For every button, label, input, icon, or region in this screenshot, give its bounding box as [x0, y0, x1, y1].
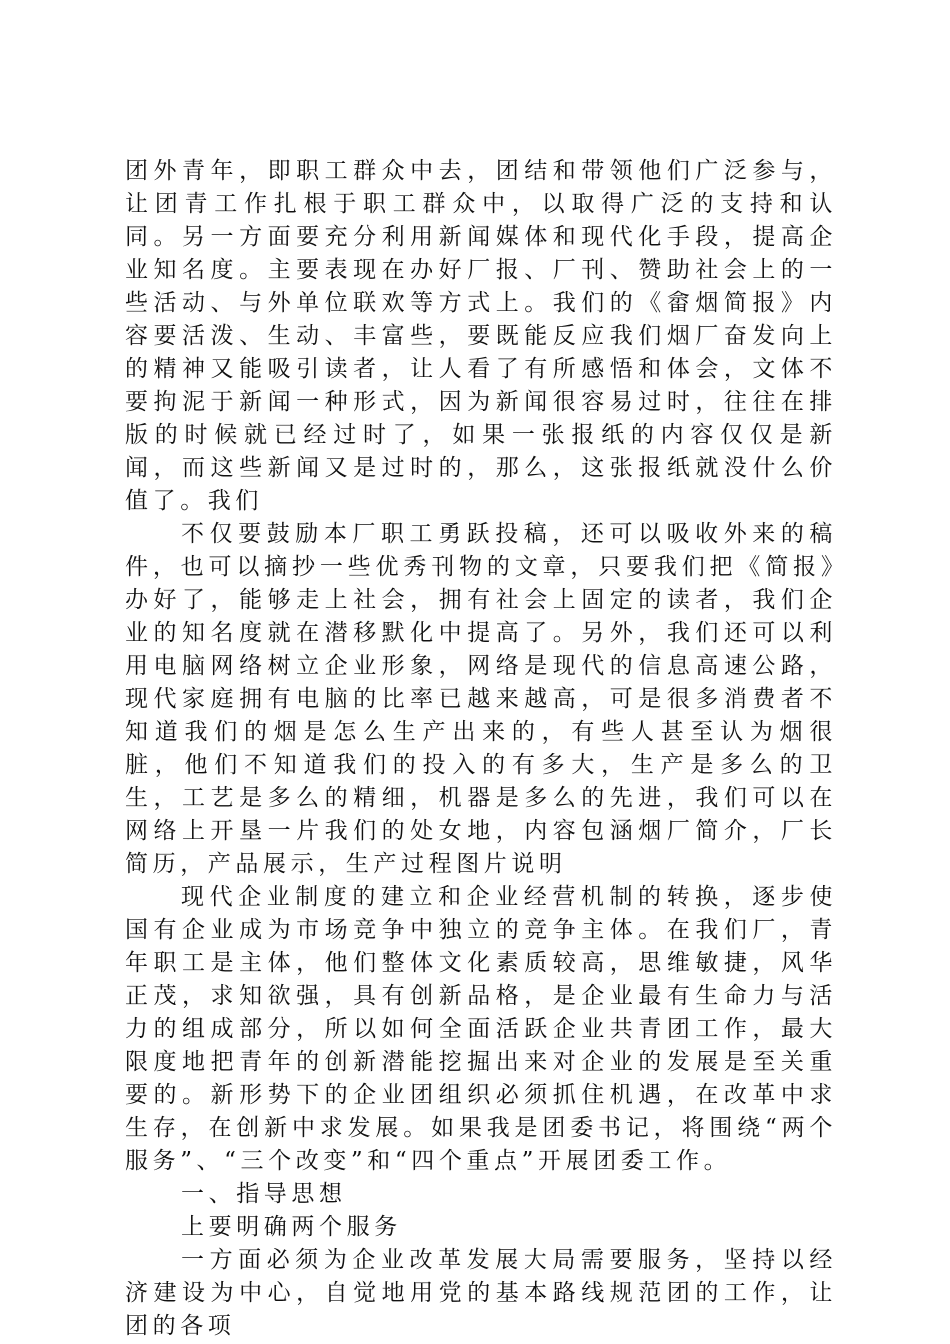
- paragraph: 团外青年，即职工群众中去，团结和带领他们广泛参与，让团青工作扎根于职工群众中，以取得广泛的支持和认同。另一方面要充分利用新闻媒体和现代化手段，提高企业知名度。主要表现在办好厂报、厂刊、赞助社会上的一些活动、与外单位联欢等方式上。我们的《畲烟简报》内容要活泼、生动、丰富些，要既能反应我们烟厂奋发向上的精神又能吸引读者，让人看了有所感悟和体会，文体不要拘泥于新闻一种形式，因为新闻很容易过时，往往在排版的时候就已经过时了，如果一张报纸的内容仅仅是新闻，而这些新闻又是过时的，那么，这张报纸就没什么价值了。我们: [125, 158, 837, 514]
- paragraph: 现代企业制度的建立和企业经营机制的转换，逐步使国有企业成为市场竞争中独立的竞争主体。在我们厂，青年职工是主体，他们整体文化素质较高，思维敏捷，风华正茂，求知欲强，具有创新品格，是企业最有生命力与活力的组成部分，所以如何全面活跃企业共青团工作，最大限度地把青年的创新潜能挖掘出来对企业的发展是至关重要的。新形势下的企业团组织必须抓住机遇，在改革中求生存，在创新中求发展。如果我是团委书记，将围绕“两个服务”、“三个改变”和“四个重点”开展团委工作。: [125, 884, 837, 1174]
- paragraph: 不仅要鼓励本厂职工勇跃投稿，还可以吸收外来的稿件，也可以摘抄一些优秀刊物的文章，只要我们把《简报》办好了，能够走上社会，拥有社会上固定的读者，我们企业的知名度就在潜移默化中提高了。另外，我们还可以利用电脑网络树立企业形象，网络是现代的信息高速公路，现代家庭拥有电脑的比率已越来越高，可是很多消费者不知道我们的烟是怎么生产出来的，有些人甚至认为烟很脏，他们不知道我们的投入的有多大，生产是多么的卫生，工艺是多么的精细，机器是多么的先进，我们可以在网络上开垦一片我们的处女地，内容包涵烟厂简介，厂长简历，产品展示，生产过程图片说明: [125, 521, 837, 877]
- subheading: 上要明确两个服务: [181, 1214, 402, 1240]
- section-heading: 一、指导思想: [181, 1181, 347, 1207]
- document-body: [125, 155, 837, 1343]
- paragraph: 一方面必须为企业改革发展大局需要服务，坚持以经济建设为中心，自觉地用党的基本路线规范团的工作，让团的各项: [125, 1247, 837, 1339]
